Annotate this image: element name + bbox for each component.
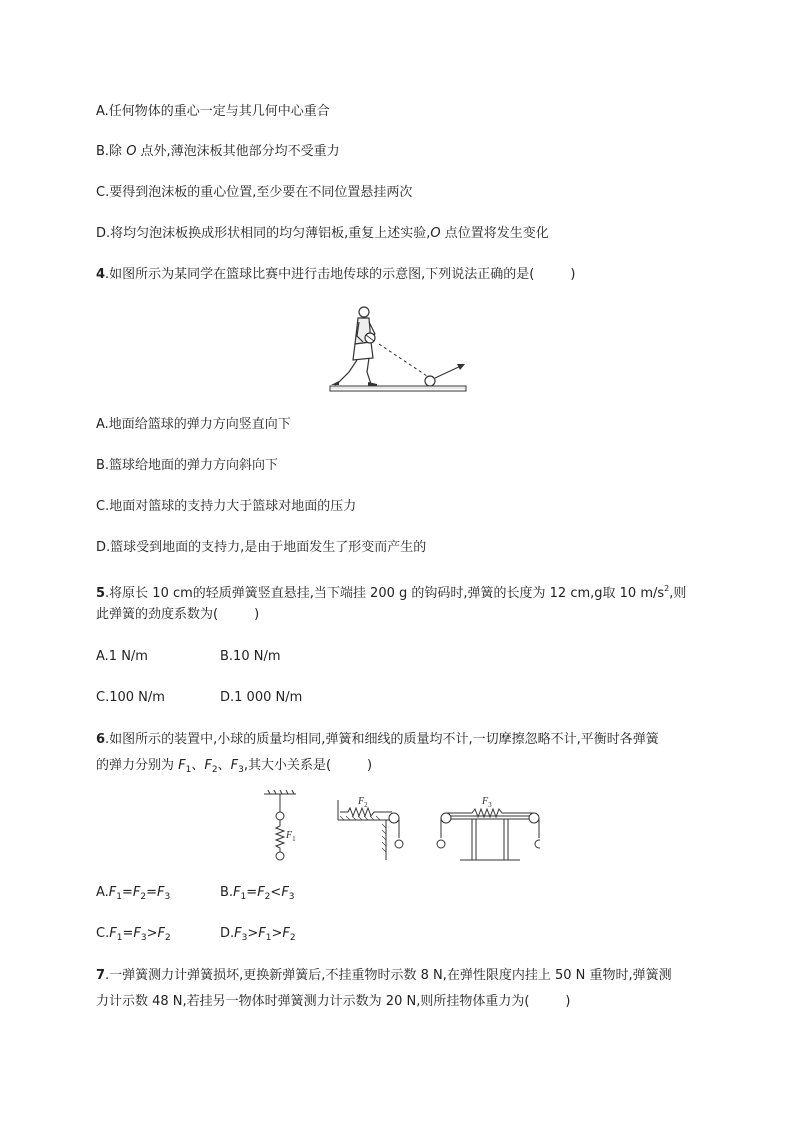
q6-option-c: $C.F_1=F_3>F_2$	[96, 926, 171, 943]
basketball-pass-figure	[325, 300, 470, 395]
q5-option-c: C.100 N/m	[96, 690, 165, 705]
q7-stem: 7.一弹簧测力计弹簧损坏,更换新弹簧后,不挂重物时示数 8 N,在弹性限度内挂上 50 N 重物时,弹簧测	[96, 968, 672, 983]
q3-option-a: A.任何物体的重心一定与其几何中心重合	[96, 104, 330, 119]
q5-option-d: D.1 000 N/m	[220, 690, 303, 705]
f2-label: $F_2$	[358, 796, 368, 809]
q3-option-c: C.要得到泡沫板的重心位置,至少要在不同位置悬挂两次	[96, 185, 413, 200]
f3-label: $F_3$	[482, 796, 492, 809]
q3-option-d: D.将均匀泡沫板换成形状相同的均匀薄铝板,重复上述实验,O 点位置将发生变化	[96, 226, 549, 241]
q4-option-c: C.地面对篮球的支持力大于篮球对地面的压力	[96, 499, 357, 514]
q4-option-d: D.篮球受到地面的支持力,是由于地面发生了形变而产生的	[96, 540, 427, 555]
spring-apparatus-figure	[260, 788, 540, 868]
q4-option-a: A.地面给篮球的弹力方向竖直向下	[96, 417, 291, 432]
q5-option-a: A.1 N/m	[96, 649, 148, 664]
q5-option-b: B.10 N/m	[220, 649, 281, 664]
f1-label: $F_1$	[286, 830, 296, 843]
q5-stem-2: 此弹簧的劲度系数为( )	[96, 607, 260, 622]
q6-stem-2: 的弹力分别为 $F_1$、$F_2$、$F_3$,其大小关系是( )	[96, 758, 373, 775]
q6-stem: 6.如图所示的装置中,小球的质量均相同,弹簧和细线的质量均不计,一切摩擦忽略不计,平衡时各弹簧	[96, 732, 659, 747]
q7-stem-2: 力计示数 48 N,若挂另一物体时弹簧测力计示数为 20 N,则所挂物体重力为( )	[96, 994, 571, 1009]
q5-stem: 5.将原长 10 cm的轻质弹簧竖直悬挂,当下端挂 200 g 的钩码时,弹簧的长度为 12 cm,g取 10 $m/s^2$,则	[96, 584, 687, 601]
q6-option-b: $B.F_1=F_2<F_3$	[220, 885, 295, 902]
q4-option-b: B.篮球给地面的弹力方向斜向下	[96, 458, 279, 473]
q6-option-a: $A.F_1=F_2=F_3$	[96, 885, 171, 902]
q4-stem: 4.如图所示为某同学在篮球比赛中进行击地传球的示意图,下列说法正确的是( )	[96, 267, 576, 282]
q6-option-d: $D.F_3>F_1>F_2$	[220, 926, 296, 943]
q3-option-b: B.除 O 点外,薄泡沫板其他部分均不受重力	[96, 144, 340, 159]
